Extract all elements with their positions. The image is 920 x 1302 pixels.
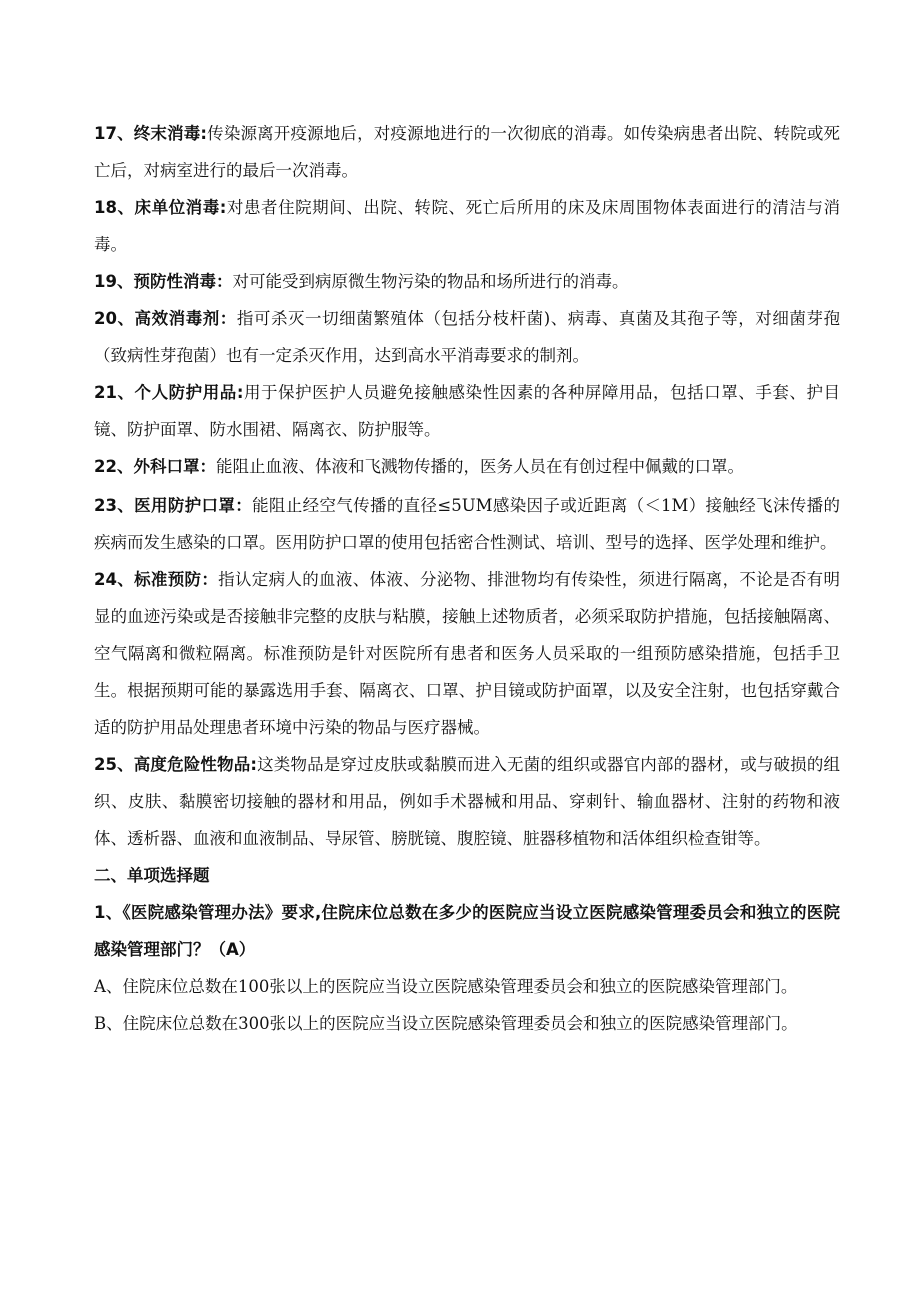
definition-term: 24、标准预防： <box>94 570 219 589</box>
question-text: 1、《医院感染管理办法》要求,住院床位总数在多少的医院应当设立医院感染管理委员会和独立的医院感染管理部门？（A） <box>94 903 840 959</box>
definition-23 <box>94 487 840 561</box>
definition-text: 指可杀灭一切细菌繁殖体（包括分枝杆菌)、病毒、真菌及其孢子等，对细菌芽孢（致病性芽孢菌）也有一定杀灭作用，达到高水平消毒要求的制剂。 <box>94 309 841 365</box>
definition-text: 传染源离开疫源地后，对疫源地进行的一次彻底的消毒。如传染病患者出院、转院或死亡后，对病室进行的最后一次消毒。 <box>94 124 841 180</box>
definition-21 <box>94 374 840 448</box>
definition-22 <box>94 448 840 485</box>
definition-text: 能阻止经空气传播的直径≤5UM感染因子或近距离（＜1M）接触经飞沫传播的疾病而发生感染的口罩。医用防护口罩的使用包括密合性测试、培训、型号的选择、医学处理和维护。 <box>94 496 840 552</box>
definition-term: 22、外科口罩： <box>94 457 216 476</box>
definition-19 <box>94 263 840 300</box>
definition-20 <box>94 300 840 374</box>
definition-18 <box>94 189 840 263</box>
definition-term: 20、高效消毒剂： <box>94 309 237 328</box>
definition-24 <box>94 561 840 746</box>
definition-17 <box>94 115 840 189</box>
definition-term: 17、终末消毒: <box>94 124 208 143</box>
document-page <box>94 115 840 1042</box>
definition-text: 指认定病人的血液、体液、分泌物、排泄物均有传染性，须进行隔离，不论是否有明显的血迹污染或是否接触非完整的皮肤与粘膜，接触上述物质者，必须采取防护措施，包括接触隔离、空气隔离和微粒隔离。标准预防是针对医院所有患者和医务人员采取的一组预防感染措施，包括手卫生。根据预期可能的暴露选用手套、隔离衣、口罩、护目镜或防护面罩，以及安全注射，也包括穿戴合适的防护用品处理患者环境中污染的物品与医疗器械。 <box>94 570 841 737</box>
definition-text: 对可能受到病原微生物污染的物品和场所进行的消毒。 <box>232 272 629 291</box>
option-b: B、住院床位总数在300张以上的医院应当设立医院感染管理委员会和独立的医院感染管理部门。 <box>94 1014 798 1033</box>
definition-text: 这类物品是穿过皮肤或黏膜而进入无菌的组织或器官内部的器材，或与破损的组织、皮肤、黏膜密切接触的器材和用品，例如手术器械和用品、穿刺针、输血器材、注射的药物和液体、透析器、血液和血液制品、导尿管、膀胱镜、腹腔镜、脏器移植物和活体组织检查钳等。 <box>94 755 841 848</box>
definition-term: 18、床单位消毒: <box>94 198 227 217</box>
definition-25 <box>94 746 840 857</box>
section-title: 二、单项选择题 <box>94 866 210 885</box>
definition-term: 23、医用防护口罩： <box>94 496 253 515</box>
option-a: A、住院床位总数在100张以上的医院应当设立医院感染管理委员会和独立的医院感染管理部门。 <box>94 977 798 996</box>
definition-term: 21、个人防护用品: <box>94 383 244 402</box>
definition-term: 25、高度危险性物品: <box>94 755 257 774</box>
definition-term: 19、预防性消毒： <box>94 272 233 291</box>
definition-text: 对患者住院期间、出院、转院、死亡后所用的床及床周围物体表面进行的清洁与消毒。 <box>94 198 841 254</box>
definition-text: 用于保护医护人员避免接触感染性因素的各种屏障用品，包括口罩、手套、护目镜、防护面罩、防水围裙、隔离衣、防护服等。 <box>94 383 840 439</box>
definition-text: 能阻止血液、体液和飞溅物传播的，医务人员在有创过程中佩戴的口罩。 <box>215 457 744 476</box>
